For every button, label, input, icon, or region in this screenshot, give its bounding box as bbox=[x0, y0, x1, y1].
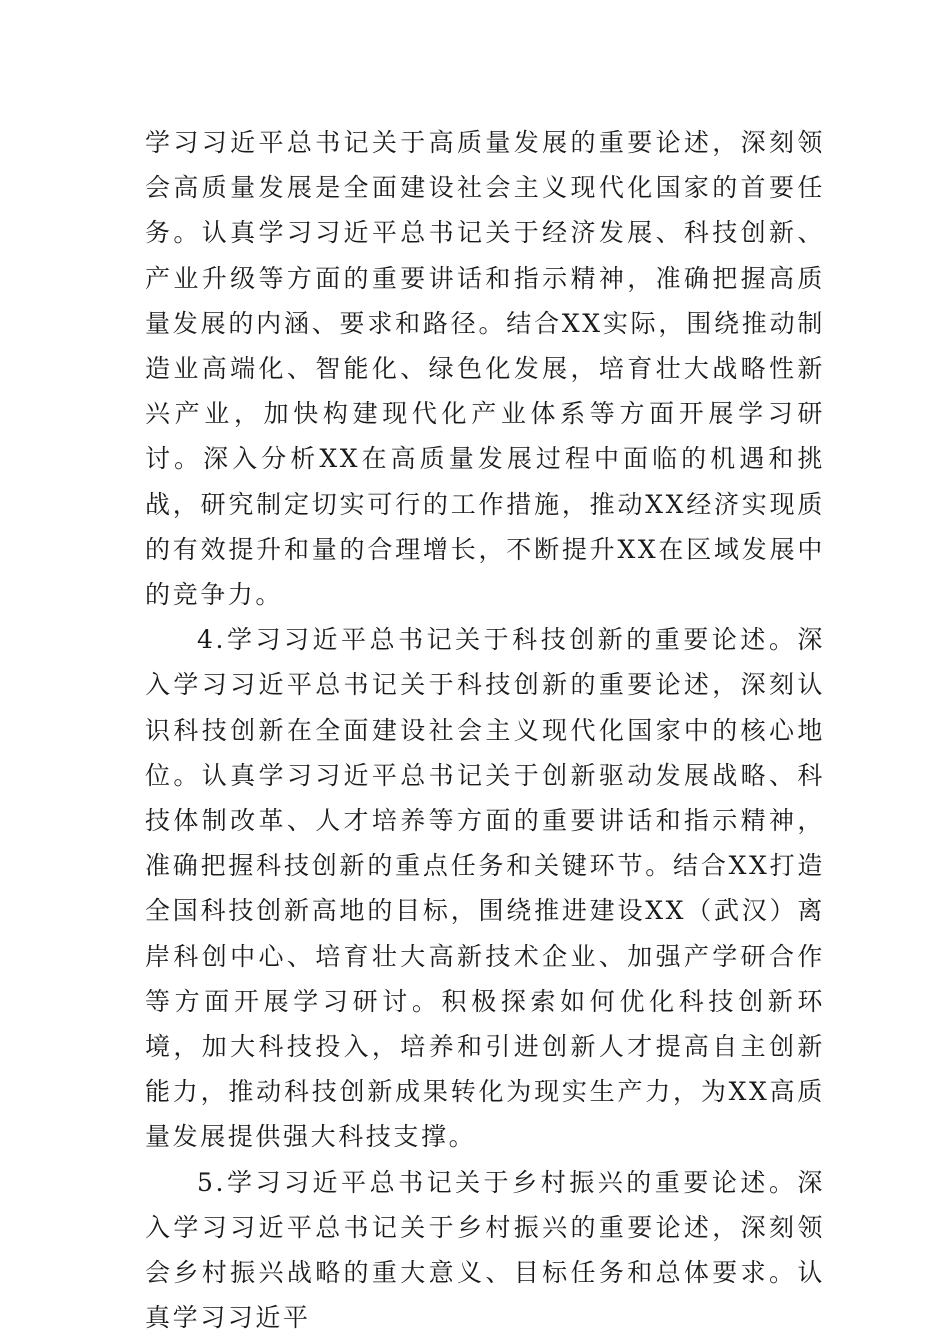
paragraph-section-4-tech-innovation: 4.学习习近平总书记关于科技创新的重要论述。深入学习习近平总书记关于科技创新的重要论述，深刻认识科技创新在全面建设社会主义现代化国家中的核心地位。认真学习习近平总书记关于创新驱动发展战略、科技体制改革、人才培养等方面的重要讲话和指示精神，准确把握科技创新的重点任务和关键环节。结合XX打造全国科技创新高地的目标，围绕推进建设XX（武汉）离岸科创中心、培育壮大高新技术企业、加强产学研合作等方面开展学习研讨。积极探索如何优化科技创新环境，加大科技投入，培养和引进创新人才提高自主创新能力，推动科技创新成果转化为现实生产力，为XX高质量发展提供强大科技支撑。 bbox=[145, 625, 825, 1152]
paragraph-high-quality-development: 学习习近平总书记关于高质量发展的重要论述，深刻领会高质量发展是全面建设社会主义现代化国家的首要任务。认真学习习近平总书记关于经济发展、科技创新、产业升级等方面的重要讲话和指示精神，准确把握高质量发展的内涵、要求和路径。结合XX实际，围绕推动制造业高端化、智能化、绿色化发展，培育壮大战略性新兴产业，加快构建现代化产业体系等方面开展学习研讨。深入分析XX在高质量发展过程中面临的机遇和挑战，研究制定切实可行的工作措施，推动XX经济实现质的有效提升和量的合理增长，不断提升XX在区域发展中的竞争力。 bbox=[145, 128, 825, 610]
paragraph-section-5-rural-revitalization: 5.学习习近平总书记关于乡村振兴的重要论述。深入学习习近平总书记关于乡村振兴的重要论述，深刻领会乡村振兴战略的重大意义、目标任务和总体要求。认真学习习近平 bbox=[145, 1167, 825, 1333]
document-body bbox=[145, 120, 825, 1340]
